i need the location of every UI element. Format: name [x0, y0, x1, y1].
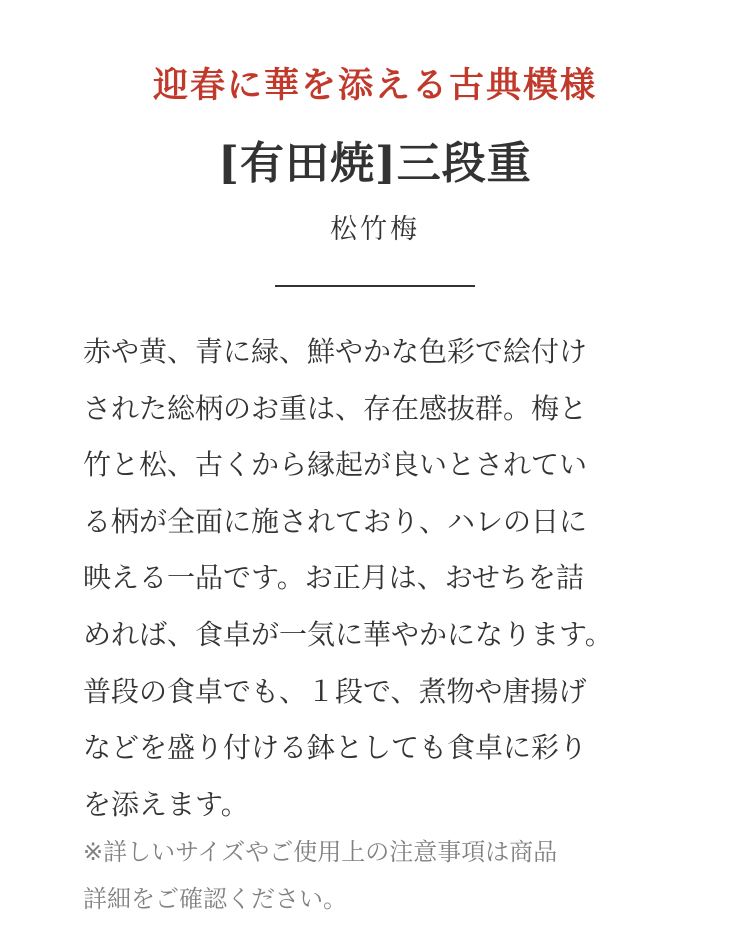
product-description: 赤や黄、青に緑、鮮やかな色彩で絵付け された総柄のお重は、存在感抜群。梅と 竹と松、古くから縁起が良いとされてい る柄が全面に施されており、ハレの日に 映える一品です。お正月は、おせちを詰 めれば、食卓が一気に華やかになります。 普段の食卓でも、１段で、煮物や唐揚げ などを盛り付ける鉢としても食卓に彩り を添えます。	[83, 335, 613, 821]
product-subtitle: 松竹梅	[330, 214, 420, 245]
catch-copy: 迎春に華を添える古典模様	[152, 65, 597, 106]
product-title: [有田焼]三段重	[218, 138, 532, 189]
divider	[275, 285, 475, 287]
note-text: ※詳しいサイズやご使用上の注意事項は商品 詳細をご確認ください。	[83, 838, 558, 913]
